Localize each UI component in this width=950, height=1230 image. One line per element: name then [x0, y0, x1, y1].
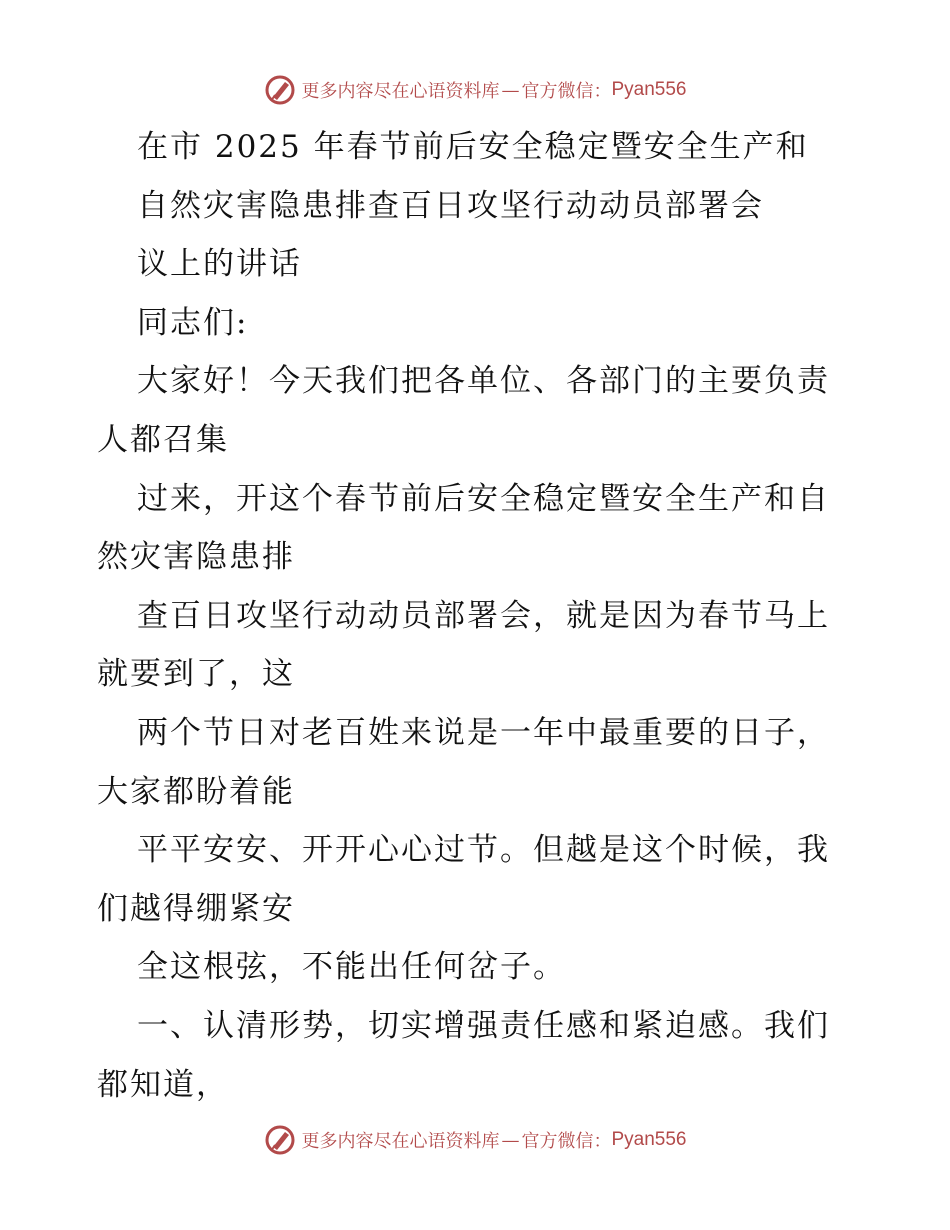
title-line-2: 自然灾害隐患排查百日攻坚行动动员部署会	[137, 187, 764, 224]
title-line-3: 议上的讲话	[137, 246, 302, 283]
watermark-separator: —	[501, 79, 520, 101]
watermark-wechat-label: 官方微信：	[521, 1131, 612, 1152]
watermark-text: 更多内容尽在心语资料库	[301, 1131, 500, 1152]
paragraph-line: 查百日攻坚行动动员部署会，就是因为春节马上	[137, 597, 830, 634]
pen-circle-icon	[263, 1123, 297, 1157]
watermark-separator: —	[501, 1129, 520, 1151]
paragraph-line: 都知道，	[97, 1066, 229, 1103]
section-heading-line: 一、认清形势，切实增强责任感和紧迫感。我们	[137, 1007, 830, 1044]
document-body	[97, 118, 857, 1114]
watermark-wechat-id: Pyan556	[611, 1129, 687, 1150]
salutation: 同志们:	[137, 304, 249, 341]
watermark-footer	[0, 1120, 950, 1160]
paragraph-line: 然灾害隐患排	[97, 539, 295, 576]
paragraph-line: 两个节日对老百姓来说是一年中最重要的日子，	[137, 714, 830, 751]
paragraph-line: 平平安安、开开心心过节。但越是这个时候，我	[137, 832, 830, 869]
title-line-1: 在市 2025 年春节前后安全稳定暨安全生产和	[137, 129, 809, 165]
paragraph-line: 大家好！今天我们把各单位、各部门的主要负责	[137, 363, 830, 400]
watermark-wechat-label: 官方微信：	[521, 81, 612, 102]
watermark-wechat-id: Pyan556	[611, 79, 687, 100]
paragraph-line: 们越得绷紧安	[97, 890, 295, 927]
paragraph-line: 过来，开这个春节前后安全稳定暨安全生产和自	[137, 480, 830, 517]
paragraph-line: 就要到了，这	[97, 656, 295, 693]
paragraph-line: 大家都盼着能	[97, 773, 295, 810]
watermark-header	[0, 70, 950, 110]
watermark-text: 更多内容尽在心语资料库	[301, 81, 500, 102]
pen-circle-icon	[263, 73, 297, 107]
paragraph-line: 人都召集	[97, 421, 229, 458]
paragraph-line: 全这根弦，不能出任何岔子。	[137, 949, 566, 986]
